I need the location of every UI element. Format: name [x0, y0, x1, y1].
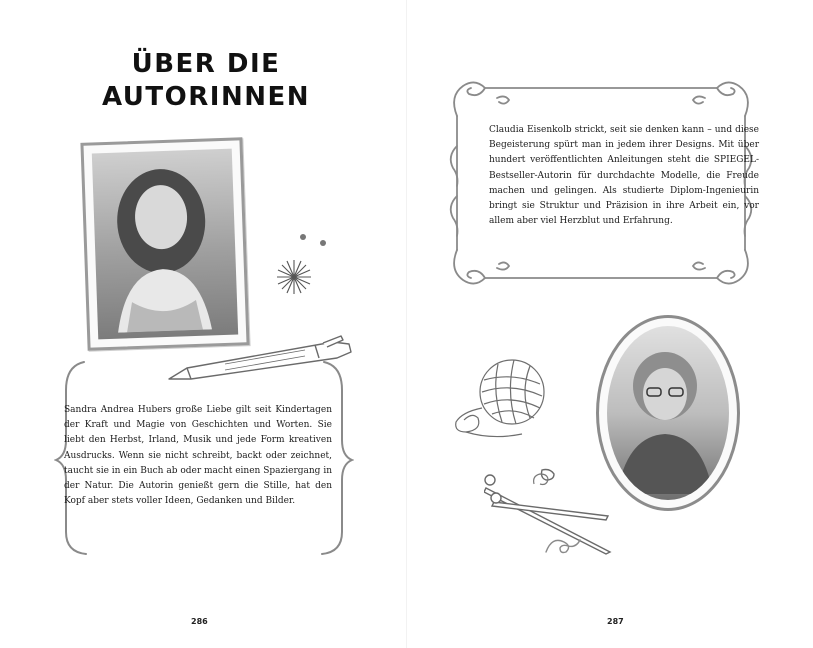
- author-photo-claudia: [596, 315, 740, 511]
- author-photo-sandra: [80, 137, 249, 351]
- swirl-icon: [542, 532, 584, 556]
- left-page: [0, 0, 406, 648]
- page-number-left: 286: [191, 617, 208, 626]
- title-line-1: ÜBER DIE: [131, 49, 281, 79]
- photo-claudia-image: [607, 326, 729, 500]
- author-bio-claudia: Claudia Eisenkolb strickt, seit sie denken kann – und diese Begeisterung spürt man in jedem ihrer Designs. Mit über hundert veröffentlichten Anleitungen steht die SPIEGEL-Bestseller-Autorin für durchdachte Modelle, die Freude machen und gelingen. Als studierte Diplom-Ingenieurin bringt sie Struktur und Präzision in ihre Arbeit ein, vor allem aber viel Herzblut und Erfahrung.: [489, 125, 759, 227]
- stitch-marker-icon: [530, 470, 552, 488]
- page-title: [86, 48, 326, 114]
- page-number-right: 287: [607, 617, 624, 626]
- yarn-ball-icon: [452, 352, 562, 442]
- dot-icon: [298, 232, 328, 248]
- title-line-2: AUTORINNEN: [101, 82, 310, 112]
- portrait-silhouette-icon: [607, 326, 723, 494]
- author-bio-sandra: Sandra Andrea Hubers große Liebe gilt seit Kindertagen der Kraft und Magie von Geschichten und Worten. Sie liebt den Herbst, Irland, Musik und jede Form kreativen Ausdrucks. Wenn sie nicht schreibt, backt oder zeichnet, taucht sie in ein Buch ab oder macht einen Spaziergang in der Natur. Die Autorin genießt gern die Stille, hat den Kopf aber stets voller Ideen, Gedanken und Bilder.: [64, 405, 332, 507]
- sparkle-icon: [276, 258, 312, 296]
- portrait-silhouette-icon: [92, 149, 232, 334]
- photo-sandra-image: [92, 149, 238, 340]
